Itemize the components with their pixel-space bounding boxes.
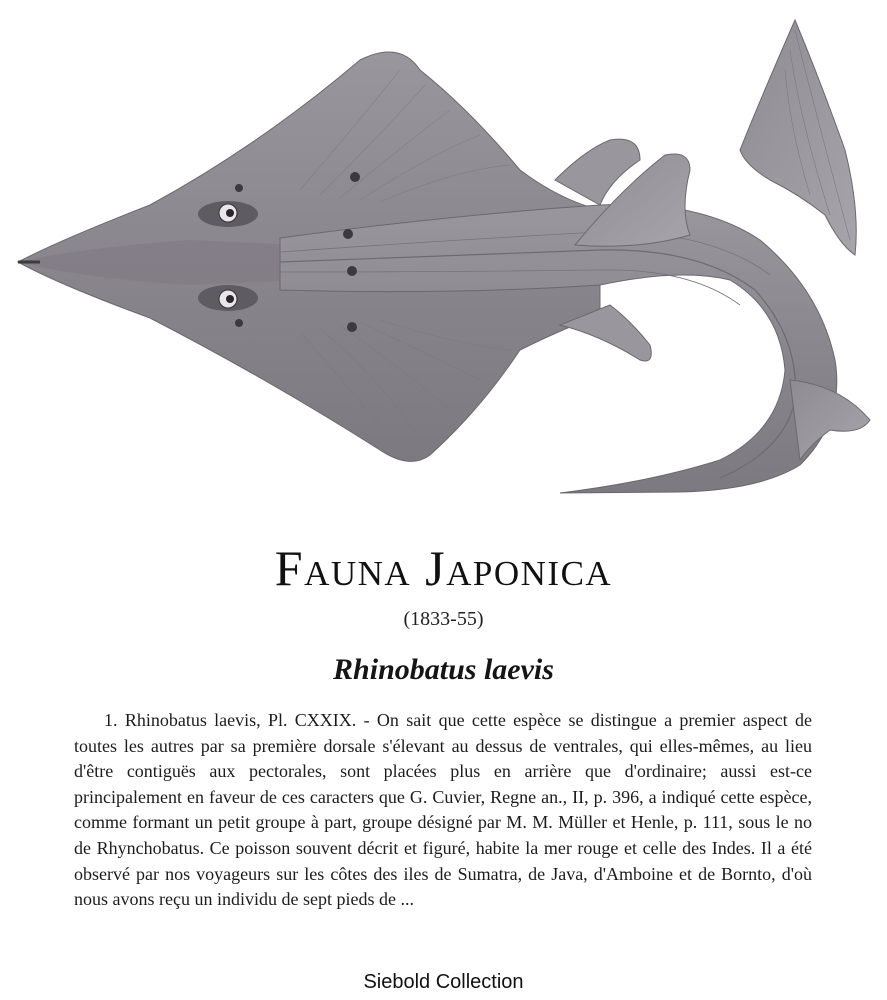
page-title: Fauna Japonica bbox=[274, 540, 613, 596]
publication-years: (1833-55) bbox=[403, 608, 484, 630]
caudal-fin-detail bbox=[740, 20, 856, 255]
eye-upper bbox=[198, 201, 258, 227]
second-dorsal-fin bbox=[790, 380, 870, 460]
collection-label: Siebold Collection bbox=[363, 971, 524, 993]
eye-lower bbox=[198, 285, 258, 311]
species-description: 1. Rhinobatus laevis, Pl. CXXIX. - On sait que cette espèce se distingue a premier aspect de toutes les autres par sa première dorsale s'élevant au dessus de ventrales, qui elles-mêmes, au lieu d'être contiguës aux pectorales, sont placées plus en arrière que d'ordinaire; aussi est-ce principalement en faveur de ces caracters que G. Cuvier, Regne an., II, p. 396, a indiqué cette espèce, comme formant un petit groupe à part, groupe désigné par M. M. Müller et Henle, p. 111, sous le no de Rhynchobatus. Ce poisson souvent décrit et figuré, habite la mer rouge et celle des Indes. Il a été observé par nos voyageurs sur les côtes des iles de Sumatra, de Java, d'Amboine et de Bornto, d'où nous avons reçu un individu de sept pieds de ... bbox=[74, 710, 812, 910]
species-name: Rhinobatus laevis bbox=[333, 653, 554, 686]
